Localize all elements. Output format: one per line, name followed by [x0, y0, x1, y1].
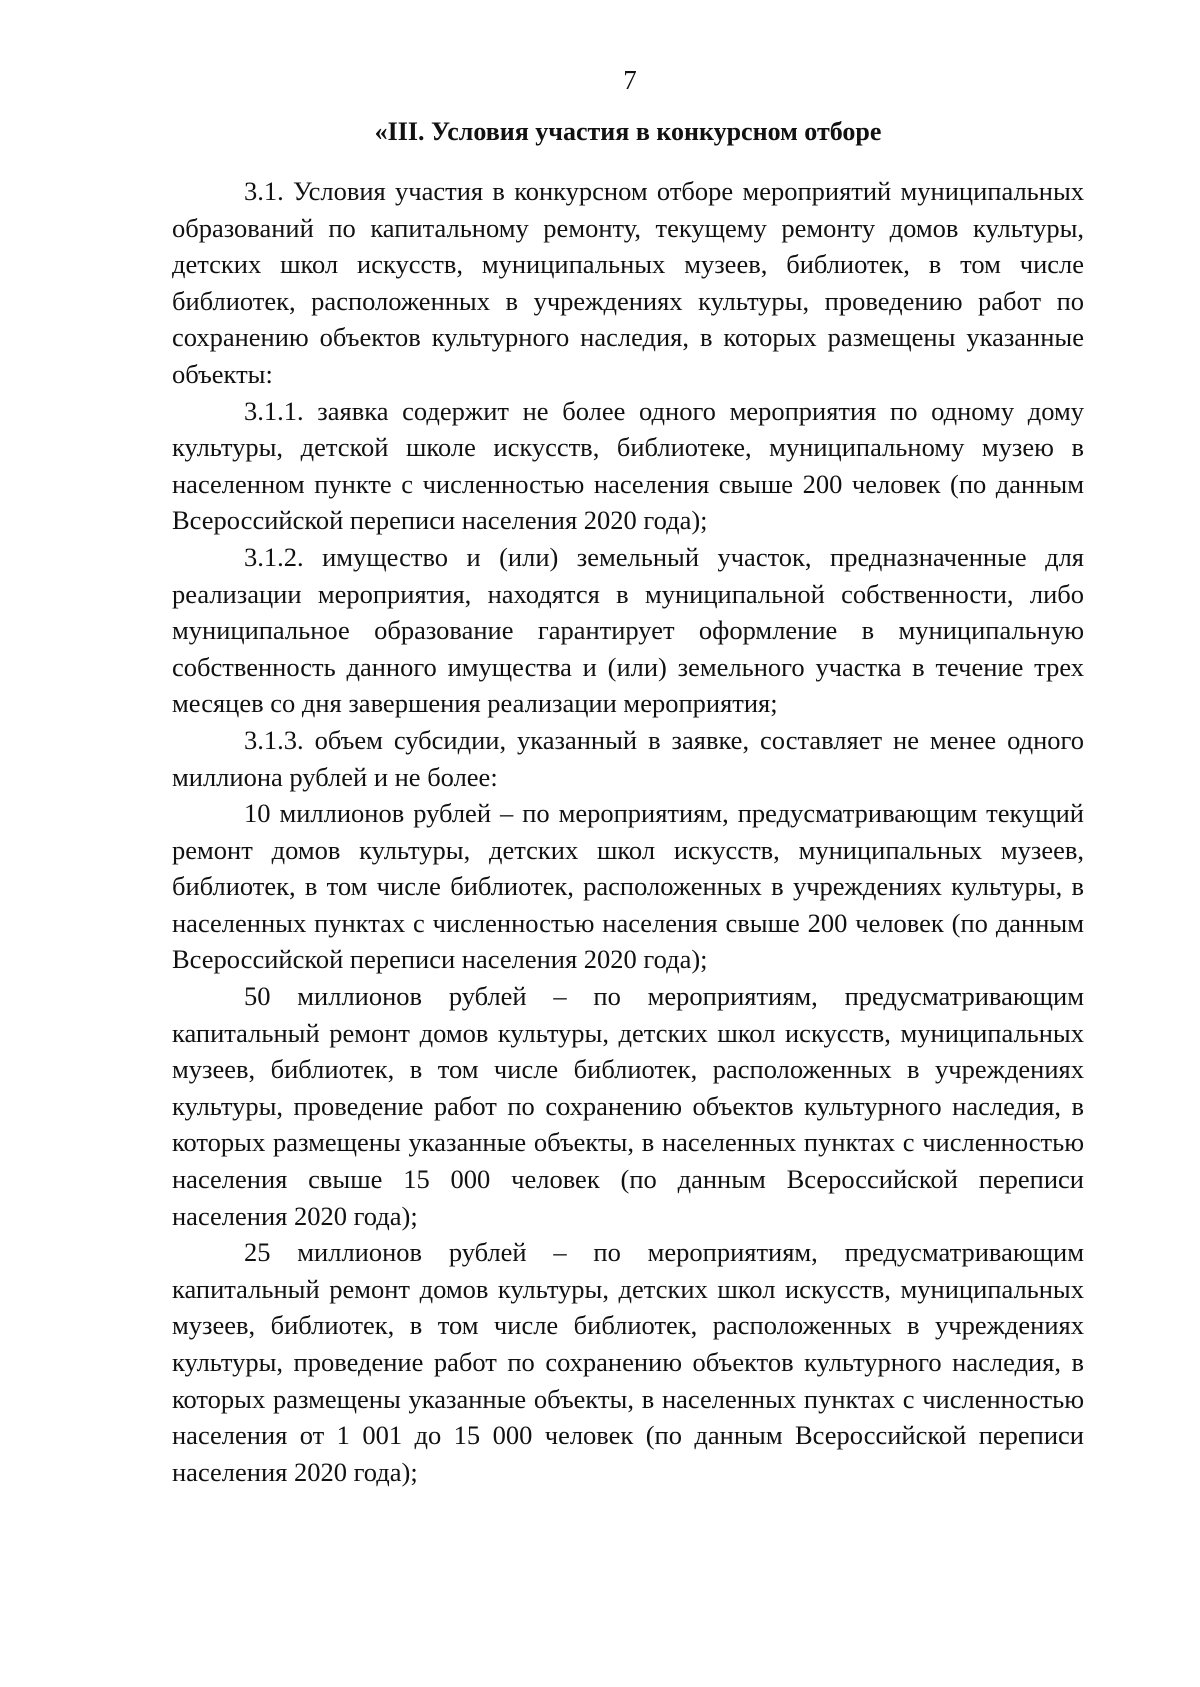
paragraph-limit-50-million: 50 миллионов рублей – по мероприятиям, предусматривающим капитальный ремонт домов культуры, детских школ искусств, муниципальных музеев, библиотек, в том числе библиотек, расположенных в учреждениях культуры, проведение работ по сохранению объектов культурного наследия, в которых размещены указанные объекты, в населенных пунктах с численностью населения свыше 15 000 человек (по данным Всероссийской переписи населения 2020 года); — [172, 981, 1084, 1231]
paragraph-3-1-2: 3.1.2. имущество и (или) земельный участок, предназначенные для реализации мероприятия, находятся в муниципальной собственности, либо муниципальное образование гарантирует оформление в муниципальную собственность данного имущества и (или) земельного участка в течение трех месяцев со дня завершения реализации мероприятия; — [172, 541, 1084, 719]
page-number: 7 — [623, 65, 637, 95]
paragraph-3-1-1: 3.1.1. заявка содержит не более одного мероприятия по одному дому культуры, детской школе искусств, библиотеке, муниципальному музею в населенном пункте с численностью населения свыше 200 человек (по данным Всероссийской переписи населения 2020 года); — [172, 395, 1084, 536]
paragraph-limit-10-million: 10 миллионов рублей – по мероприятиям, предусматривающим текущий ремонт домов культуры, детских школ искусств, муниципальных музеев, библиотек, в том числе библиотек, расположенных в учреждениях культуры, в населенных пунктах с численностью населения свыше 200 человек (по данным Всероссийской переписи населения 2020 года); — [172, 798, 1084, 975]
paragraph-limit-25-million: 25 миллионов рублей – по мероприятиям, предусматривающим капитальный ремонт домов культуры, детских школ искусств, муниципальных музеев, библиотек, в том числе библиотек, расположенных в учреждениях культуры, проведение работ по сохранению объектов культурного наследия, в которых размещены указанные объекты, в населенных пунктах с численностью населения от 1 001 до 15 000 человек (по данным Всероссийской переписи населения 2020 года); — [172, 1237, 1084, 1487]
paragraph-3-1: 3.1. Условия участия в конкурсном отборе мероприятий муниципальных образований по капитальному ремонту, текущему ремонту домов культуры, детских школ искусств, муниципальных музеев, библиотек, в том числе библиотек, расположенных в учреждениях культуры, проведению работ по сохранению объектов культурного наследия, в которых размещены указанные объекты: — [172, 176, 1084, 389]
paragraph-3-1-3: 3.1.3. объем субсидии, указанный в заявке, составляет не менее одного миллиона рублей и не более: — [172, 724, 1084, 792]
section-title: «III. Условия участия в конкурсном отборе — [374, 117, 882, 146]
document-body — [172, 173, 1084, 1490]
